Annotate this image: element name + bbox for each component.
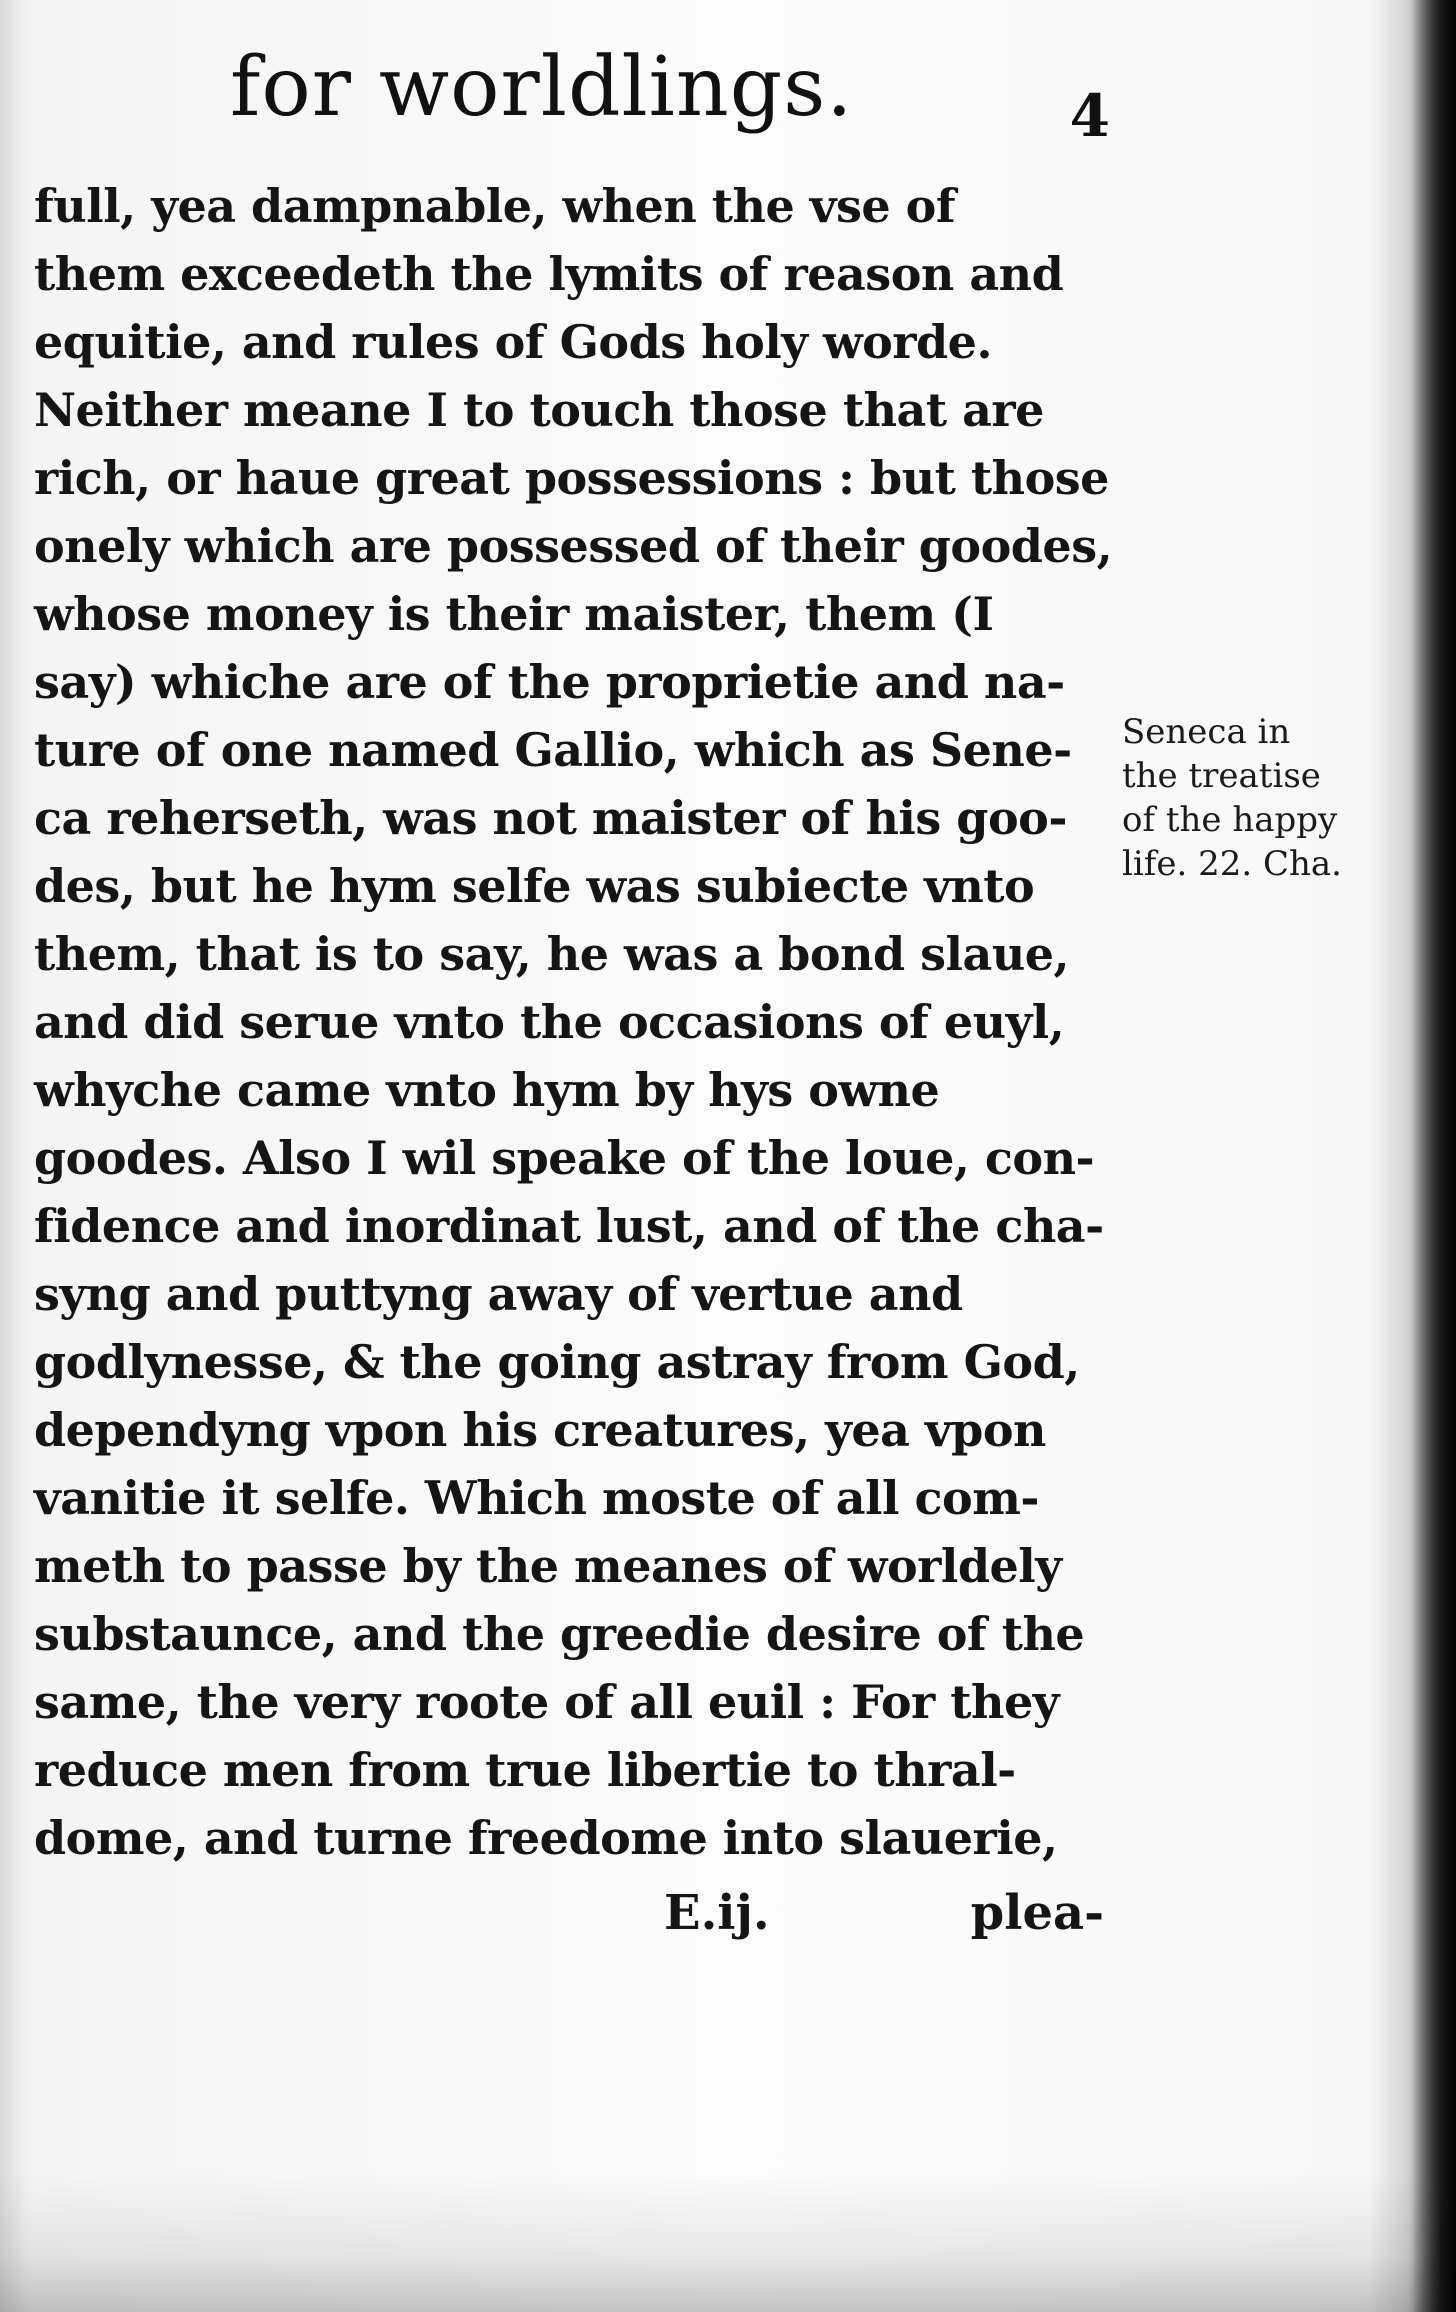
text-line: equitie, and rules of Gods holy worde. bbox=[34, 315, 992, 369]
margin-note bbox=[1122, 710, 1382, 886]
text-line: onely which are possessed of their goodes, bbox=[34, 519, 1113, 573]
signature-mark: E.ij. bbox=[664, 1885, 770, 1941]
text-line: them, that is to say, he was a bond slaue, bbox=[34, 927, 1070, 981]
text-line: reduce men from true libertie to thral- bbox=[34, 1743, 1016, 1797]
running-head: for worldlings. bbox=[230, 40, 854, 135]
text-line: whose money is their maister, them (I bbox=[34, 587, 994, 641]
text-line: syng and puttyng away of vertue and bbox=[34, 1267, 963, 1321]
catchword: plea- bbox=[970, 1885, 1104, 1941]
text-line: full, yea dampnable, when the vse of bbox=[34, 179, 956, 233]
text-line: vanitie it selfe. Which moste of all com- bbox=[34, 1471, 1039, 1525]
text-line: and did serue vnto the occasions of euyl, bbox=[34, 995, 1065, 1049]
margin-note-line: of the happy bbox=[1122, 800, 1338, 840]
text-line: fidence and inordinat lust, and of the cha- bbox=[34, 1199, 1104, 1253]
binding-gutter bbox=[1408, 0, 1456, 2312]
page-edge-shadow bbox=[0, 2172, 1456, 2312]
page-header bbox=[230, 40, 1110, 170]
text-line: meth to passe by the meanes of worldely bbox=[34, 1539, 1062, 1593]
page-footer bbox=[34, 1885, 1104, 1955]
text-line: goodes. Also I wil speake of the loue, con- bbox=[34, 1131, 1095, 1185]
page-number: 4 bbox=[1069, 82, 1110, 150]
margin-note-line: Seneca in bbox=[1122, 712, 1291, 752]
margin-note-line: the treatise bbox=[1122, 756, 1321, 796]
text-line: them exceedeth the lymits of reason and bbox=[34, 247, 1064, 301]
text-line: ca reherseth, was not maister of his goo- bbox=[34, 791, 1067, 845]
text-line: ture of one named Gallio, which as Sene- bbox=[34, 723, 1072, 777]
text-line: substaunce, and the greedie desire of the bbox=[34, 1607, 1085, 1661]
text-line: Neither meane I to touch those that are bbox=[34, 383, 1044, 437]
text-line: dome, and turne freedome into slauerie, bbox=[34, 1811, 1058, 1865]
text-line: rich, or haue great possessions : but those bbox=[34, 451, 1109, 505]
text-line: des, but he hym selfe was subiecte vnto bbox=[34, 859, 1035, 913]
main-text-block bbox=[34, 172, 1113, 1872]
text-line: say) whiche are of the proprietie and na- bbox=[34, 655, 1065, 709]
text-line: dependyng vpon his creatures, yea vpon bbox=[34, 1403, 1046, 1457]
text-line: whyche came vnto hym by hys owne bbox=[34, 1063, 940, 1117]
text-line: same, the very roote of all euil : For they bbox=[34, 1675, 1059, 1729]
text-line: godlynesse, & the going astray from God, bbox=[34, 1335, 1080, 1389]
margin-note-line: life. 22. Cha. bbox=[1122, 844, 1342, 884]
